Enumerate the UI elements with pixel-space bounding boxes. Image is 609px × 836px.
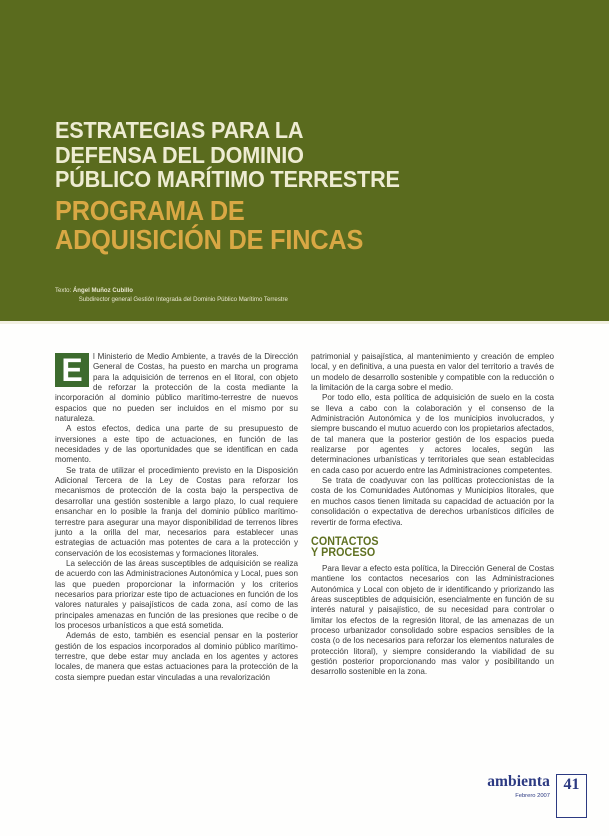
section-heading-line-2: Y PROCESO (311, 547, 376, 560)
credit-row-author (55, 286, 288, 295)
section-heading-line-1: CONTACTOS (311, 535, 379, 548)
paragraph-left-5: Además de esto, también es esencial pensar en la posterior gestión de los espacios incorporados al dominio público marítimo-terrestre, que debe estar muy anclada en los agentes y actores locales, de manera que estas actuaciones para la protección de la costa siempre puedan estar vinculadas a una revalorización (55, 631, 298, 682)
paragraph-left-1-text: l Ministerio de Medio Ambiente, a través de la Dirección General de Costas, ha puesto en marcha un programa para la adquisición de terrenos en el litoral, con objeto de reforzar la protección de la costa mediante la incorporación al dominio público marítimo-terrestre de nuevos espacios que no pueden ser incluidos en el mismo por su naturaleza. (55, 352, 298, 424)
title-line-3: PÚBLICO MARÍTIMO TERRESTRE (55, 166, 400, 192)
issue-date: Febrero 2007 (515, 793, 550, 799)
title-line-2: DEFENSA DEL DOMINIO (55, 141, 304, 168)
page-number-box (556, 774, 587, 818)
article-title-block (55, 118, 575, 255)
paragraph-left-2: A estos efectos, dedica una parte de su presupuesto de inversiones a este tipo de actuaciones, en función de las necesidades y de las oportunidades que se identifican en cada momento. (55, 424, 298, 465)
drop-cap: E (55, 353, 89, 387)
credit-role: Subdirector general Gestión Integrada del Dominio Público Marítimo Terrestre (78, 296, 288, 303)
footer-brand-block (487, 774, 556, 818)
header-bottom-rule (0, 321, 609, 324)
title-gold-group (55, 196, 575, 255)
body-column-left (55, 352, 298, 683)
title-gold-line-2: ADQUISICIÓN DE FINCAS (55, 224, 364, 255)
credit-author-name: Ángel Muñoz Cubillo (72, 287, 133, 294)
paragraph-right-3: Se trata de coadyuvar con las políticas proteccionistas de la costa de los Comunidades Autónomas y Municipios litorales, que en muchos casos tienen limitada su capacidad de actuación por la consolidación o expectativa de derechos urbanísticos difíciles de revertir de forma efectiva. (311, 476, 554, 527)
paragraph-left-4: La selección de las áreas susceptibles de adquisición se realiza de acuerdo con las Administraciones Autonómica y Local, pues son las que pueden proporcionar la información y los criterios necesarios para priorizar este tipo de actuaciones en función de los valores naturales y paisajísticos de cada zona, así como de las principales amenazas en función de las presiones que recibe o de los procesos urbanísticos a que está sometida. (55, 558, 298, 630)
author-credit (55, 286, 288, 304)
paragraph-left-1 (55, 352, 298, 424)
page-number: 41 (563, 776, 580, 793)
paragraph-right-4: Para llevar a efecto esta política, la Dirección General de Costas mantiene los contactos necesarios con las Administraciones Autonómica y Local con objeto de ir identificando y priorizando las áreas susceptibles de adquisición, esencialmente en función de su interés natural y paisajístico, de su necesidad para controlar o limitar los efectos de la regresión litoral, de las amenazas de un proceso urbanizador consolidado sobre espacios sensibles de la costa (o de los necesarios para reforzar los elementos naturales de protección litoral), y siempre considerando la viabilidad de su gestión posterior proporcionando mas valor y posibilitando un desarrollo sostenible en la zona. (311, 563, 554, 677)
paragraph-right-2: Por todo ello, esta política de adquisición de suelo en la costa se lleva a cabo con la colaboración y el consenso de la Administración Autonómica y de los municipios involucrados, y siempre buscando el mutuo acuerdo con los propietarios afectados, de tal manera que la posterior gestión de los espacios pueda realizarse por agentes y actores locales, según las determinaciones urbanísticas y territoriales que sean establecidas en cada caso por acuerdo entre las Administraciones competentes. (311, 393, 554, 475)
credit-label: Texto: (55, 287, 72, 294)
page-footer (487, 774, 587, 818)
paragraph-right-1: patrimonial y paisajística, al mantenimiento y creación de empleo local, y en definitiva, a una puesta en valor del territorio a través de un modelo de desarrollo sostenible y compatible con la reducción o la limitación de la carga sobre el medio. (311, 352, 554, 393)
title-gold-line-1: PROGRAMA DE (55, 194, 245, 226)
magazine-brand: ambienta (487, 773, 550, 790)
paragraph-left-3: Se trata de utilizar el procedimiento previsto en la Disposición Adicional Tercera de la Ley de Costas para reforzar los mecanismos de protección de la costa bajo la perspectiva de desarrollar una gestión sostenible a largo plazo, lo cual requiere ensanchar en lo posible la franja del dominio público marítimo-terrestre para asegurar una mayor disponibilidad de terrenos libres junto a la orilla del mar, necesarios para establecer unas estrategias de actuación mas potentes de cara a la protección y conservación de los ecosistemas y formaciones litorales. (55, 465, 298, 558)
section-heading-contactos (311, 537, 537, 560)
body-column-right (311, 352, 554, 678)
title-line-1: ESTRATEGIAS PARA LA (55, 117, 304, 143)
